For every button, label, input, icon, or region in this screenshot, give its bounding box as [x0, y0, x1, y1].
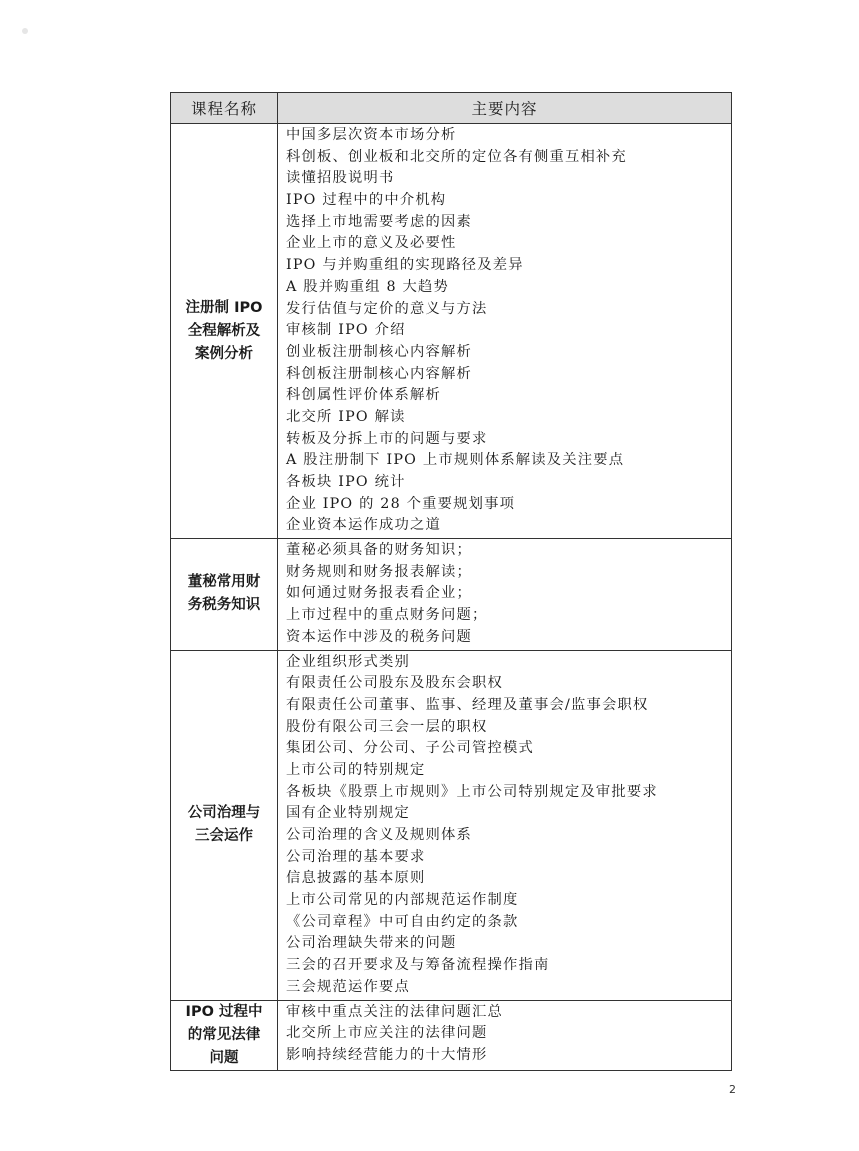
content-list — [286, 652, 731, 999]
content-list — [286, 125, 731, 537]
list-item: 上市公司的特别规定 — [286, 761, 426, 778]
list-item: 董秘必须具备的财务知识； — [286, 542, 472, 559]
course-name-cell — [171, 1000, 278, 1070]
header-main-content: 主要内容 — [278, 93, 732, 124]
list-item: 如何通过财务报表看企业； — [286, 585, 472, 602]
list-item: 三会规范运作要点 — [286, 978, 410, 995]
course-name-cell — [171, 124, 278, 539]
list-item: 创业板注册制核心内容解析 — [286, 343, 472, 360]
list-item: 企业 IPO 的 28 个重要规划事项 — [286, 495, 516, 512]
content-cell — [278, 539, 732, 650]
list-item: 审核制 IPO 介绍 — [286, 322, 406, 339]
list-item: 公司治理缺失带来的问题 — [286, 935, 457, 952]
list-item: 企业上市的意义及必要性 — [286, 235, 457, 252]
course-name: 董秘常用财 务税务知识 — [187, 574, 261, 614]
list-item: 北交所 IPO 解读 — [286, 408, 406, 425]
course-name: 注册制 IPO 全程解析及 案例分析 — [185, 299, 263, 362]
list-item: 科创板注册制核心内容解析 — [286, 365, 472, 382]
list-item: 股份有限公司三会一层的职权 — [286, 718, 488, 735]
list-item: 企业资本运作成功之道 — [286, 517, 441, 534]
list-item: 财务规则和财务报表解读； — [286, 563, 472, 580]
list-item: 企业组织形式类别 — [286, 653, 410, 670]
list-item: 有限责任公司股东及股东会职权 — [286, 675, 503, 692]
course-name-cell — [171, 650, 278, 1000]
course-name-cell — [171, 539, 278, 650]
list-item: A 股注册制下 IPO 上市规则体系解读及关注要点 — [286, 452, 625, 469]
content-cell — [278, 1000, 732, 1070]
list-item: 北交所上市应关注的法律问题 — [286, 1025, 488, 1042]
list-item: 上市过程中的重点财务问题； — [286, 607, 488, 624]
list-item: 转板及分拆上市的问题与要求 — [286, 430, 488, 447]
content-cell — [278, 124, 732, 539]
list-item: 发行估值与定价的意义与方法 — [286, 300, 488, 317]
list-item: A 股并购重组 8 大趋势 — [286, 278, 450, 295]
course-table — [170, 92, 732, 1071]
content-cell — [278, 650, 732, 1000]
list-item: 影响持续经营能力的十大情形 — [286, 1046, 488, 1063]
list-item: 审核中重点关注的法律问题汇总 — [286, 1003, 503, 1020]
list-item: 科创属性评价体系解析 — [286, 387, 441, 404]
list-item: 国有企业特别规定 — [286, 805, 410, 822]
list-item: 中国多层次资本市场分析 — [286, 127, 457, 143]
list-item: 资本运作中涉及的税务问题 — [286, 628, 472, 645]
list-item: 各板块 IPO 统计 — [286, 474, 406, 490]
scan-speck — [22, 28, 28, 34]
list-item: 读懂招股说明书 — [286, 170, 395, 187]
list-item: 三会的召开要求及与筹备流程操作指南 — [286, 957, 550, 974]
list-item: 集团公司、分公司、子公司管控模式 — [286, 740, 534, 757]
table-row — [171, 539, 732, 650]
table-row — [171, 650, 732, 1000]
list-item: 公司治理的含义及规则体系 — [286, 827, 472, 843]
course-name: IPO 过程中 的常见法律 问题 — [185, 1003, 263, 1066]
course-name: 公司治理与 三会运作 — [187, 805, 261, 844]
list-item: 科创板、创业板和北交所的定位各有侧重互相补充 — [286, 148, 627, 165]
list-item: 信息披露的基本原则 — [286, 870, 426, 887]
content-list — [286, 1002, 731, 1067]
table-body — [171, 124, 732, 1071]
header-course-name: 课程名称 — [171, 93, 278, 124]
list-item: IPO 与并购重组的实现路径及差异 — [286, 257, 524, 274]
list-item: 有限责任公司董事、监事、经理及董事会/监事会职权 — [286, 696, 649, 713]
list-item: 《公司章程》中可自由约定的条款 — [286, 913, 519, 930]
content-list — [286, 540, 731, 648]
table-row — [171, 124, 732, 539]
list-item: 公司治理的基本要求 — [286, 848, 426, 865]
list-item: 各板块《股票上市规则》上市公司特别规定及审批要求 — [286, 783, 658, 800]
list-item: 选择上市地需要考虑的因素 — [286, 213, 472, 230]
page-number: 2 — [729, 1083, 736, 1096]
list-item: 上市公司常见的内部规范运作制度 — [286, 892, 519, 909]
table-header-row — [171, 93, 732, 124]
table-row — [171, 1000, 732, 1070]
list-item: IPO 过程中的中介机构 — [286, 192, 447, 209]
